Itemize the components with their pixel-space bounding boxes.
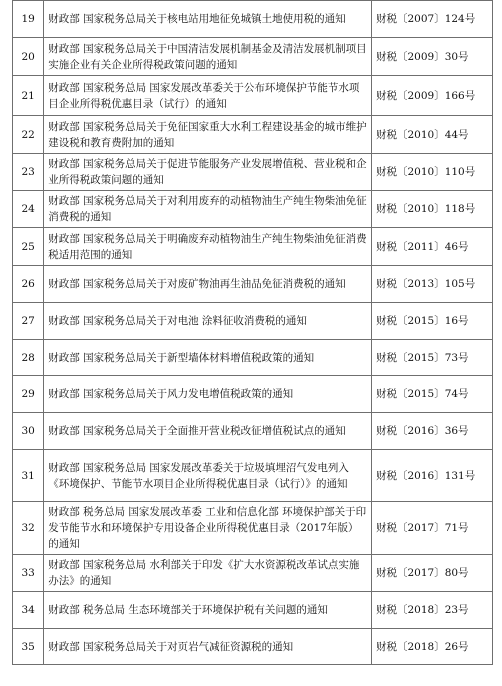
table-row xyxy=(13,502,493,555)
row-number: 25 xyxy=(13,228,44,266)
table-row xyxy=(13,376,493,413)
row-number: 23 xyxy=(13,154,44,191)
document-number: 财税〔2009〕166号 xyxy=(371,76,492,116)
table-row xyxy=(13,340,493,376)
policy-table-body xyxy=(13,1,493,665)
document-page xyxy=(12,0,493,665)
table-row xyxy=(13,228,493,266)
document-title: 财政部 国家税务总局 国家发展改革委关于垃圾填埋沼气发电列入《环境保护、节能节水项目企业所得税优惠目录（试行）》的通知 xyxy=(44,450,372,502)
document-number: 财税〔2018〕26号 xyxy=(371,629,492,665)
document-title: 财政部 国家税务总局关于明确废弃动植物油生产纯生物柴油免征消费税适用范围的通知 xyxy=(44,228,372,266)
row-number: 26 xyxy=(13,266,44,303)
row-number: 28 xyxy=(13,340,44,376)
row-number: 35 xyxy=(13,629,44,665)
document-number: 财税〔2011〕46号 xyxy=(371,228,492,266)
document-title: 财政部 国家税务总局关于新型墙体材料增值税政策的通知 xyxy=(44,340,372,376)
document-number: 财税〔2015〕74号 xyxy=(371,376,492,413)
policy-table xyxy=(12,0,493,665)
table-row xyxy=(13,450,493,502)
document-number: 财税〔2017〕80号 xyxy=(371,555,492,592)
row-number: 29 xyxy=(13,376,44,413)
table-row xyxy=(13,303,493,340)
table-row xyxy=(13,592,493,629)
document-number: 财税〔2018〕23号 xyxy=(371,592,492,629)
row-number: 27 xyxy=(13,303,44,340)
document-number: 财税〔2016〕131号 xyxy=(371,450,492,502)
table-row xyxy=(13,555,493,592)
table-row xyxy=(13,629,493,665)
table-row xyxy=(13,76,493,116)
row-number: 31 xyxy=(13,450,44,502)
table-row xyxy=(13,1,493,38)
document-number: 财税〔2010〕110号 xyxy=(371,154,492,191)
document-title: 财政部 国家税务总局关于免征国家重大水利工程建设基金的城市维护建设税和教育费附加的通知 xyxy=(44,116,372,154)
row-number: 22 xyxy=(13,116,44,154)
document-number: 财税〔2010〕44号 xyxy=(371,116,492,154)
document-title: 财政部 国家税务总局关于风力发电增值税政策的通知 xyxy=(44,376,372,413)
row-number: 33 xyxy=(13,555,44,592)
document-number: 财税〔2016〕36号 xyxy=(371,413,492,450)
table-row xyxy=(13,38,493,76)
document-title: 财政部 国家税务总局 国家发展改革委关于公布环境保护节能节水项目企业所得税优惠目录（试行）的通知 xyxy=(44,76,372,116)
row-number: 30 xyxy=(13,413,44,450)
document-title: 财政部 国家税务总局关于全面推开营业税改征增值税试点的通知 xyxy=(44,413,372,450)
document-number: 财税〔2015〕73号 xyxy=(371,340,492,376)
document-title: 财政部 国家税务总局关于中国清洁发展机制基金及清洁发展机制项目实施企业有关企业所得税政策问题的通知 xyxy=(44,38,372,76)
table-row xyxy=(13,413,493,450)
document-title: 财政部 国家税务总局关于对电池 涂料征收消费税的通知 xyxy=(44,303,372,340)
document-number: 财税〔2007〕124号 xyxy=(371,1,492,38)
table-row xyxy=(13,191,493,228)
row-number: 24 xyxy=(13,191,44,228)
row-number: 21 xyxy=(13,76,44,116)
table-row xyxy=(13,266,493,303)
document-number: 财税〔2010〕118号 xyxy=(371,191,492,228)
document-number: 财税〔2015〕16号 xyxy=(371,303,492,340)
document-title: 财政部 国家税务总局关于促进节能服务产业发展增值税、营业税和企业所得税政策问题的通知 xyxy=(44,154,372,191)
row-number: 34 xyxy=(13,592,44,629)
document-title: 财政部 国家税务总局关于对废矿物油再生油品免征消费税的通知 xyxy=(44,266,372,303)
document-title: 财政部 税务总局 国家发展改革委 工业和信息化部 环境保护部关于印发节能节水和环境保护专用设备企业所得税优惠目录（2017年版）的通知 xyxy=(44,502,372,555)
document-title: 财政部 国家税务总局关于对利用废弃的动植物油生产纯生物柴油免征消费税的通知 xyxy=(44,191,372,228)
row-number: 20 xyxy=(13,38,44,76)
row-number: 19 xyxy=(13,1,44,38)
document-title: 财政部 税务总局 生态环境部关于环境保护税有关问题的通知 xyxy=(44,592,372,629)
table-row xyxy=(13,116,493,154)
row-number: 32 xyxy=(13,502,44,555)
document-title: 财政部 国家税务总局关于核电站用地征免城镇土地使用税的通知 xyxy=(44,1,372,38)
document-number: 财税〔2009〕30号 xyxy=(371,38,492,76)
document-title: 财政部 国家税务总局 水利部关于印发《扩大水资源税改革试点实施办法》的通知 xyxy=(44,555,372,592)
document-title: 财政部 国家税务总局关于对页岩气减征资源税的通知 xyxy=(44,629,372,665)
document-number: 财税〔2017〕71号 xyxy=(371,502,492,555)
table-row xyxy=(13,154,493,191)
document-number: 财税〔2013〕105号 xyxy=(371,266,492,303)
